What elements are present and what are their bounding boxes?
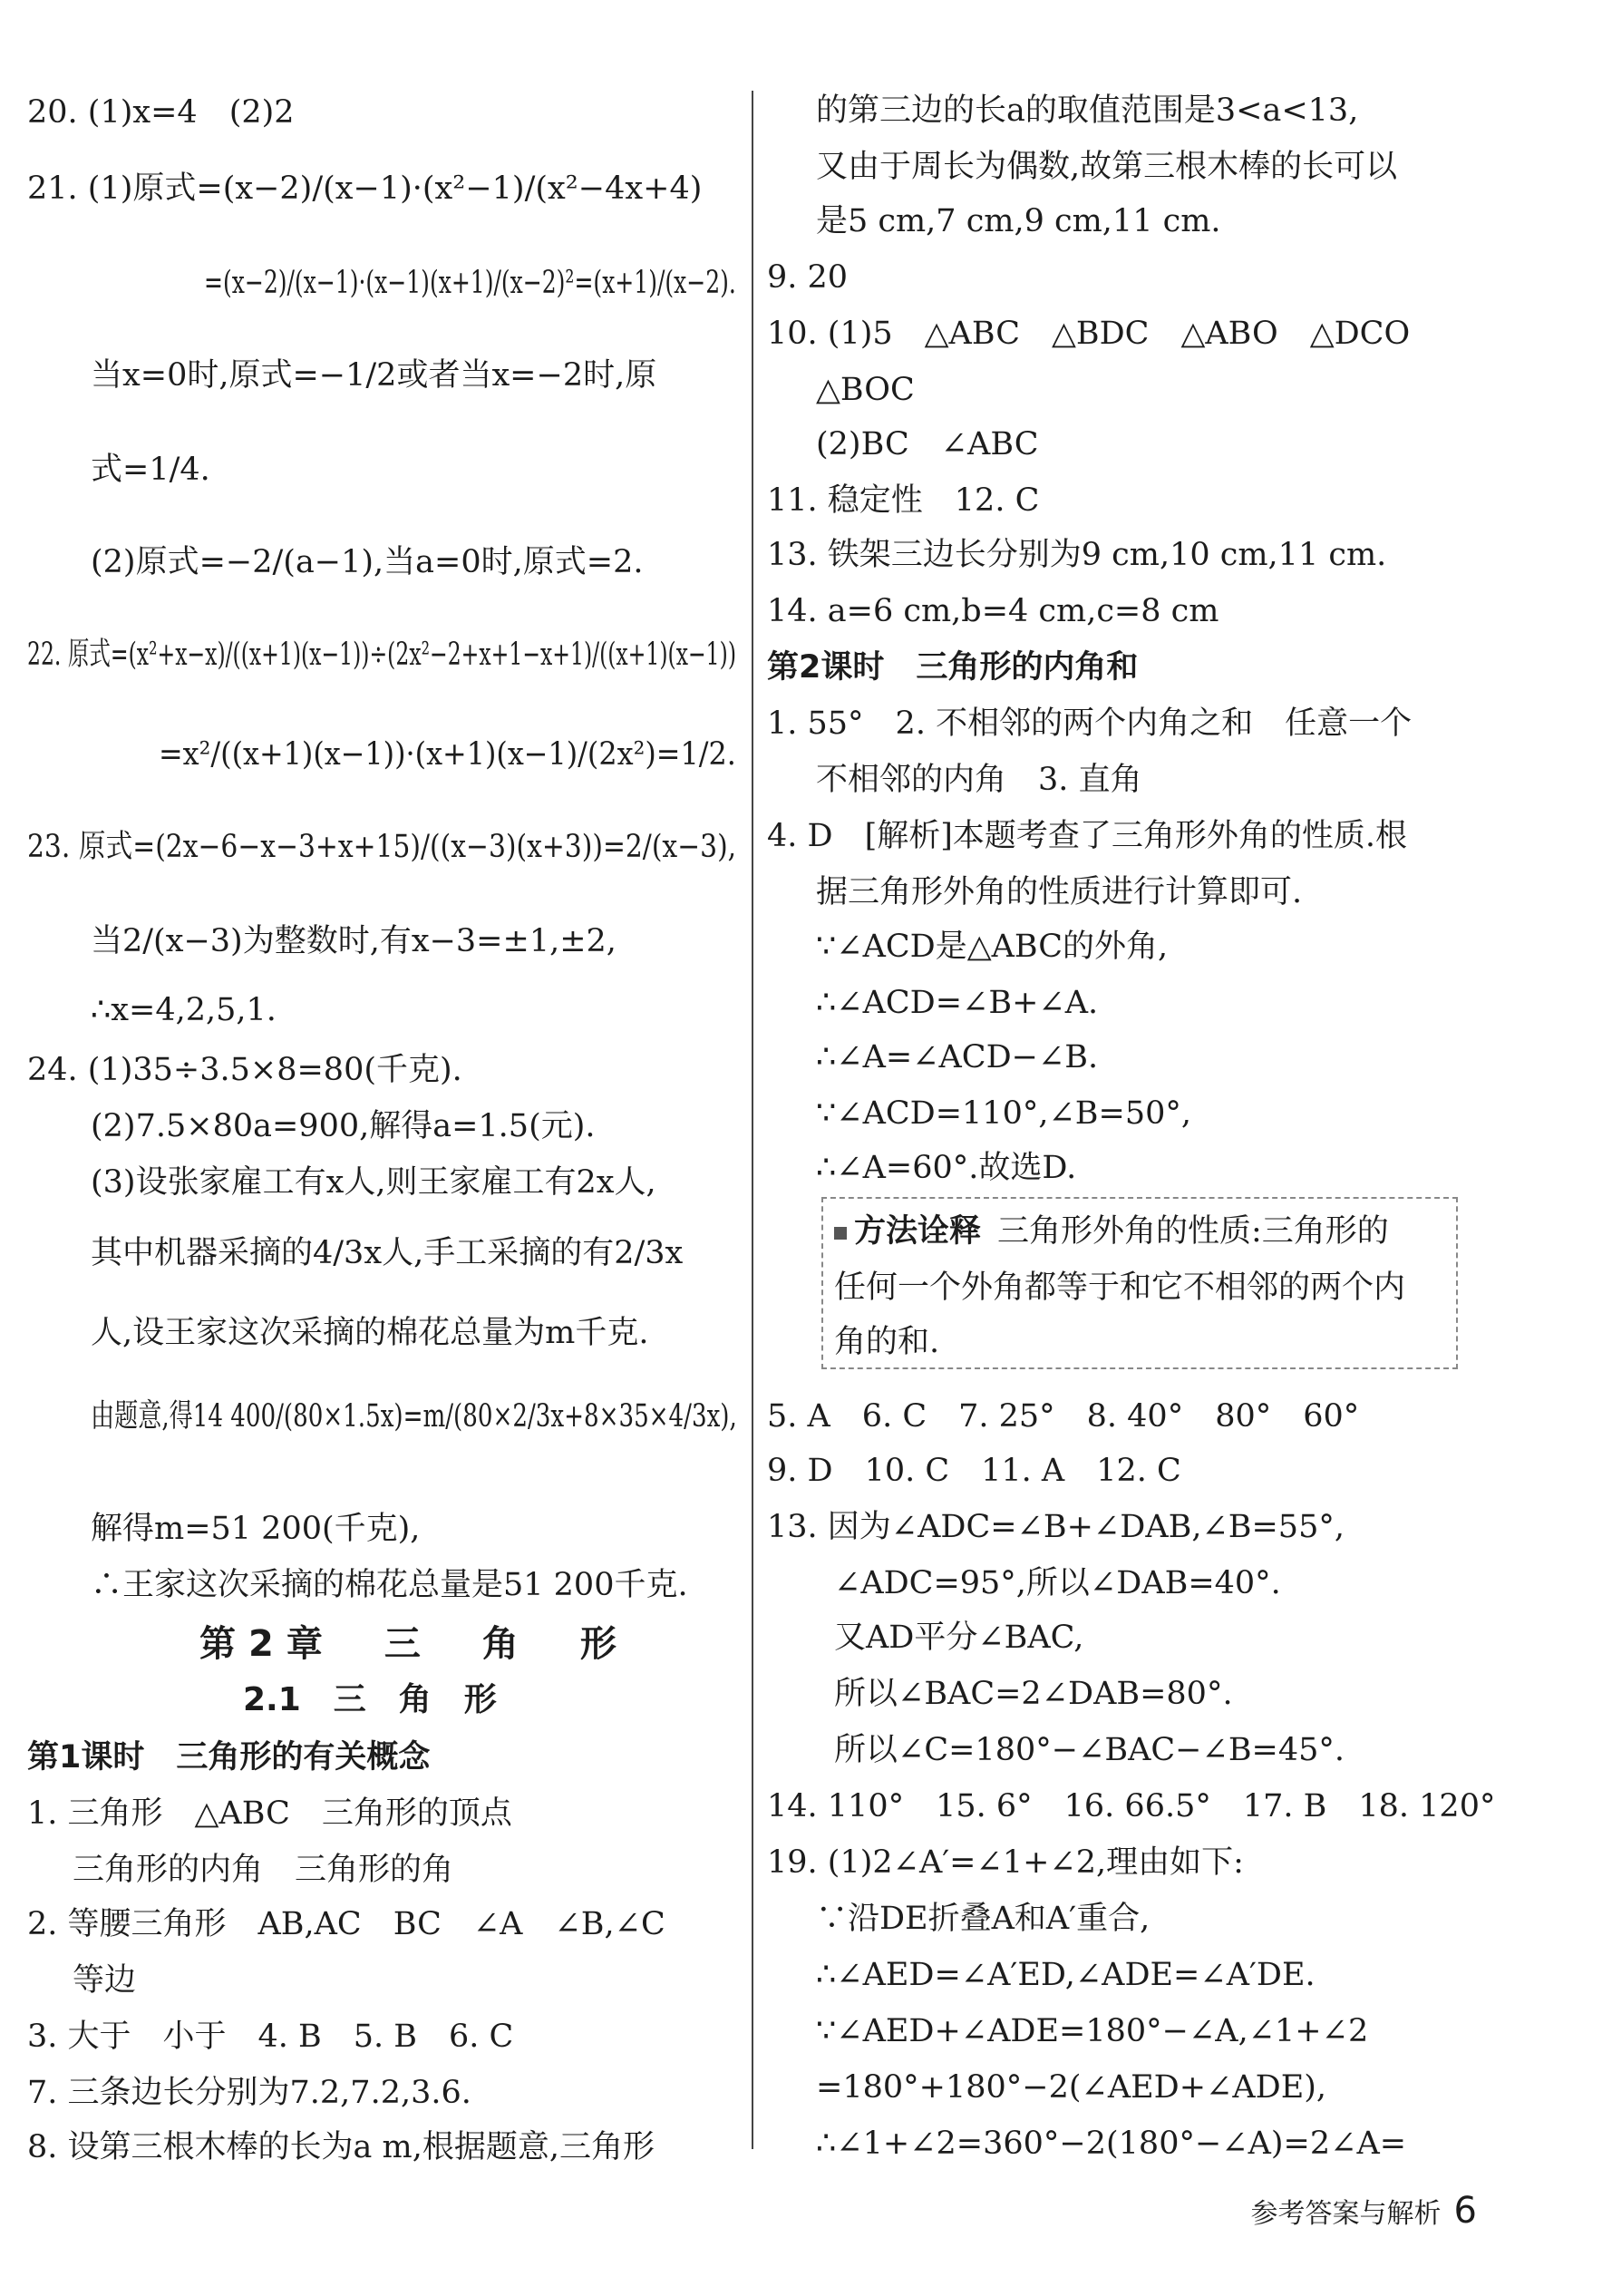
answer-line: ∴x=4,2,5,1.: [91, 992, 277, 1028]
chapter-title: 第2章 三 角 形: [199, 1623, 629, 1665]
answer-line: 3. 大于 小于 4. B 5. B 6. C: [27, 2019, 514, 2055]
answer-line: ∵∠AED+∠ADE=180°−∠A,∠1+∠2: [816, 2013, 1369, 2049]
answer-line: 21. (1)原式=(x−2)/(x−1)·(x²−1)/(x²−4x+4): [27, 170, 703, 207]
answer-line: 解得m=51 200(千克),: [91, 1511, 421, 1547]
answer-line: =(x−2)/(x−1)·(x−1)(x+1)/(x−2)²=(x+1)/(x−2).: [204, 265, 736, 301]
answer-line: 10. (1)5 △ABC △BDC △ABO △DCO: [767, 316, 1411, 352]
section-title: 2.1 三 角 形: [243, 1681, 497, 1718]
square-bullet-icon: [834, 1227, 847, 1240]
answer-line: 式=1/4.: [91, 452, 210, 488]
answer-line: 当x=0时,原式=−1/2或者当x=−2时,原: [91, 357, 657, 394]
answer-line: =x²/((x+1)(x−1))·(x+1)(x−1)/(2x²)=1/2.: [159, 736, 736, 773]
answer-line: 据三角形外角的性质进行计算即可.: [816, 874, 1303, 910]
column-divider: [752, 91, 753, 2149]
answer-line: 2. 等腰三角形 AB,AC BC ∠A ∠B,∠C: [27, 1906, 665, 1942]
answer-line: 人,设王家这次采摘的棉花总量为m千克.: [91, 1315, 649, 1351]
answer-line: 不相邻的内角 3. 直角: [816, 762, 1142, 798]
answer-line: (2)原式=−2/(a−1),当a=0时,原式=2.: [91, 544, 644, 580]
answer-line: 的第三边的长a的取值范围是3<a<13,: [816, 92, 1359, 129]
answer-line: 7. 三条边长分别为7.2,7.2,3.6.: [27, 2075, 471, 2111]
answer-line: 13. 因为∠ADC=∠B+∠DAB,∠B=55°,: [767, 1509, 1345, 1545]
answer-line: ∵∠ACD=110°,∠B=50°,: [816, 1095, 1192, 1132]
answer-line: 9. 20: [767, 259, 849, 296]
answer-line: ∴∠A=60°.故选D.: [816, 1150, 1077, 1186]
answer-line: (3)设张家雇工有x人,则王家雇工有2x人,: [91, 1164, 656, 1201]
page-number: 6: [1453, 2190, 1477, 2232]
answer-line: (2)7.5×80a=900,解得a=1.5(元).: [91, 1108, 596, 1144]
answer-line: 所以∠C=180°−∠BAC−∠B=45°.: [834, 1732, 1345, 1768]
method-note-label: 方法诠释: [854, 1213, 982, 1250]
answer-line: 23. 原式=(2x−6−x−3+x+15)/((x−3)(x+3))=2/(x−3),: [27, 829, 737, 865]
lesson-title: 第2课时 三角形的内角和: [767, 649, 1139, 686]
answer-line: (2)BC ∠ABC: [816, 426, 1039, 462]
answer-line: 4. D [解析]本题考查了三角形外角的性质.根: [767, 818, 1408, 854]
answer-line: ∵∠ACD是△ABC的外角,: [816, 929, 1169, 965]
answer-line: 11. 稳定性 12. C: [767, 482, 1040, 519]
left-column: [0, 0, 743, 2296]
answer-line: ∴王家这次采摘的棉花总量是51 200千克.: [91, 1567, 688, 1603]
method-note-line: 任何一个外角都等于和它不相邻的两个内: [834, 1270, 1406, 1306]
answer-line: 当2/(x−3)为整数时,有x−3=±1,±2,: [91, 923, 617, 959]
answer-line: ∴∠ACD=∠B+∠A.: [816, 985, 1099, 1021]
page-footer: [1250, 2190, 1477, 2233]
answer-line: 9. D 10. C 11. A 12. C: [767, 1453, 1181, 1489]
answer-line: 三角形的内角 三角形的角: [73, 1852, 454, 1888]
answer-line: 8. 设第三根木棒的长为a m,根据题意,三角形: [27, 2129, 655, 2165]
answer-line: 13. 铁架三边长分别为9 cm,10 cm,11 cm.: [767, 537, 1387, 573]
answer-line: 1. 55° 2. 不相邻的两个内角之和 任意一个: [767, 705, 1413, 742]
answer-line: ∴∠A=∠ACD−∠B.: [816, 1039, 1099, 1075]
answer-line: ∠ADC=95°,所以∠DAB=40°.: [834, 1565, 1281, 1601]
method-note-line: 方法诠释 三角形外角的性质:三角形的: [834, 1211, 1389, 1251]
answer-line: 22. 原式=(x²+x−x)/((x+1)(x−1))÷(2x²−2+x+1−x+1)/((x+1)(x−1)): [27, 637, 736, 673]
answer-line: 5. A 6. C 7. 25° 8. 40° 80° 60°: [767, 1398, 1360, 1435]
answer-line: 其中机器采摘的4/3x人,手工采摘的有2/3x: [91, 1235, 684, 1271]
answer-line: 14. a=6 cm,b=4 cm,c=8 cm: [767, 593, 1219, 629]
method-note-box: [821, 1197, 1458, 1369]
answer-line: 24. (1)35÷3.5×8=80(千克).: [27, 1052, 462, 1088]
footer-label: 参考答案与解析: [1250, 2198, 1442, 2230]
answer-line: 所以∠BAC=2∠DAB=80°.: [834, 1676, 1233, 1712]
answer-line: 由题意,得14 400/(80×1.5x)=m/(80×2/3x+8×35×4/3x),: [91, 1398, 737, 1435]
answer-line: 20. (1)x=4 (2)2: [27, 94, 295, 131]
answer-line: 又AD平分∠BAC,: [834, 1620, 1084, 1656]
answer-line: ∴∠1+∠2=360°−2(180°−∠A)=2∠A=: [816, 2126, 1407, 2162]
answer-line: =180°+180°−2(∠AED+∠ADE),: [816, 2069, 1327, 2106]
answer-line: ∵沿DE折叠A和A′重合,: [816, 1901, 1151, 1937]
answer-line: 14. 110° 15. 6° 16. 66.5° 17. B 18. 120°: [767, 1788, 1496, 1824]
answer-line: 是5 cm,7 cm,9 cm,11 cm.: [816, 203, 1221, 239]
answer-line: △BOC: [816, 372, 915, 408]
answer-line: 1. 三角形 △ABC 三角形的顶点: [27, 1795, 512, 1832]
answer-line: ∴∠AED=∠A′ED,∠ADE=∠A′DE.: [816, 1957, 1316, 1993]
right-column: [767, 0, 1602, 2296]
answer-line: 19. (1)2∠A′=∠1+∠2,理由如下:: [767, 1844, 1244, 1881]
answer-line: 又由于周长为偶数,故第三根木棒的长可以: [816, 149, 1398, 185]
answer-line: 等边: [73, 1962, 137, 1999]
method-note-line: 角的和.: [834, 1324, 940, 1360]
lesson-title: 第1课时 三角形的有关概念: [27, 1739, 431, 1776]
